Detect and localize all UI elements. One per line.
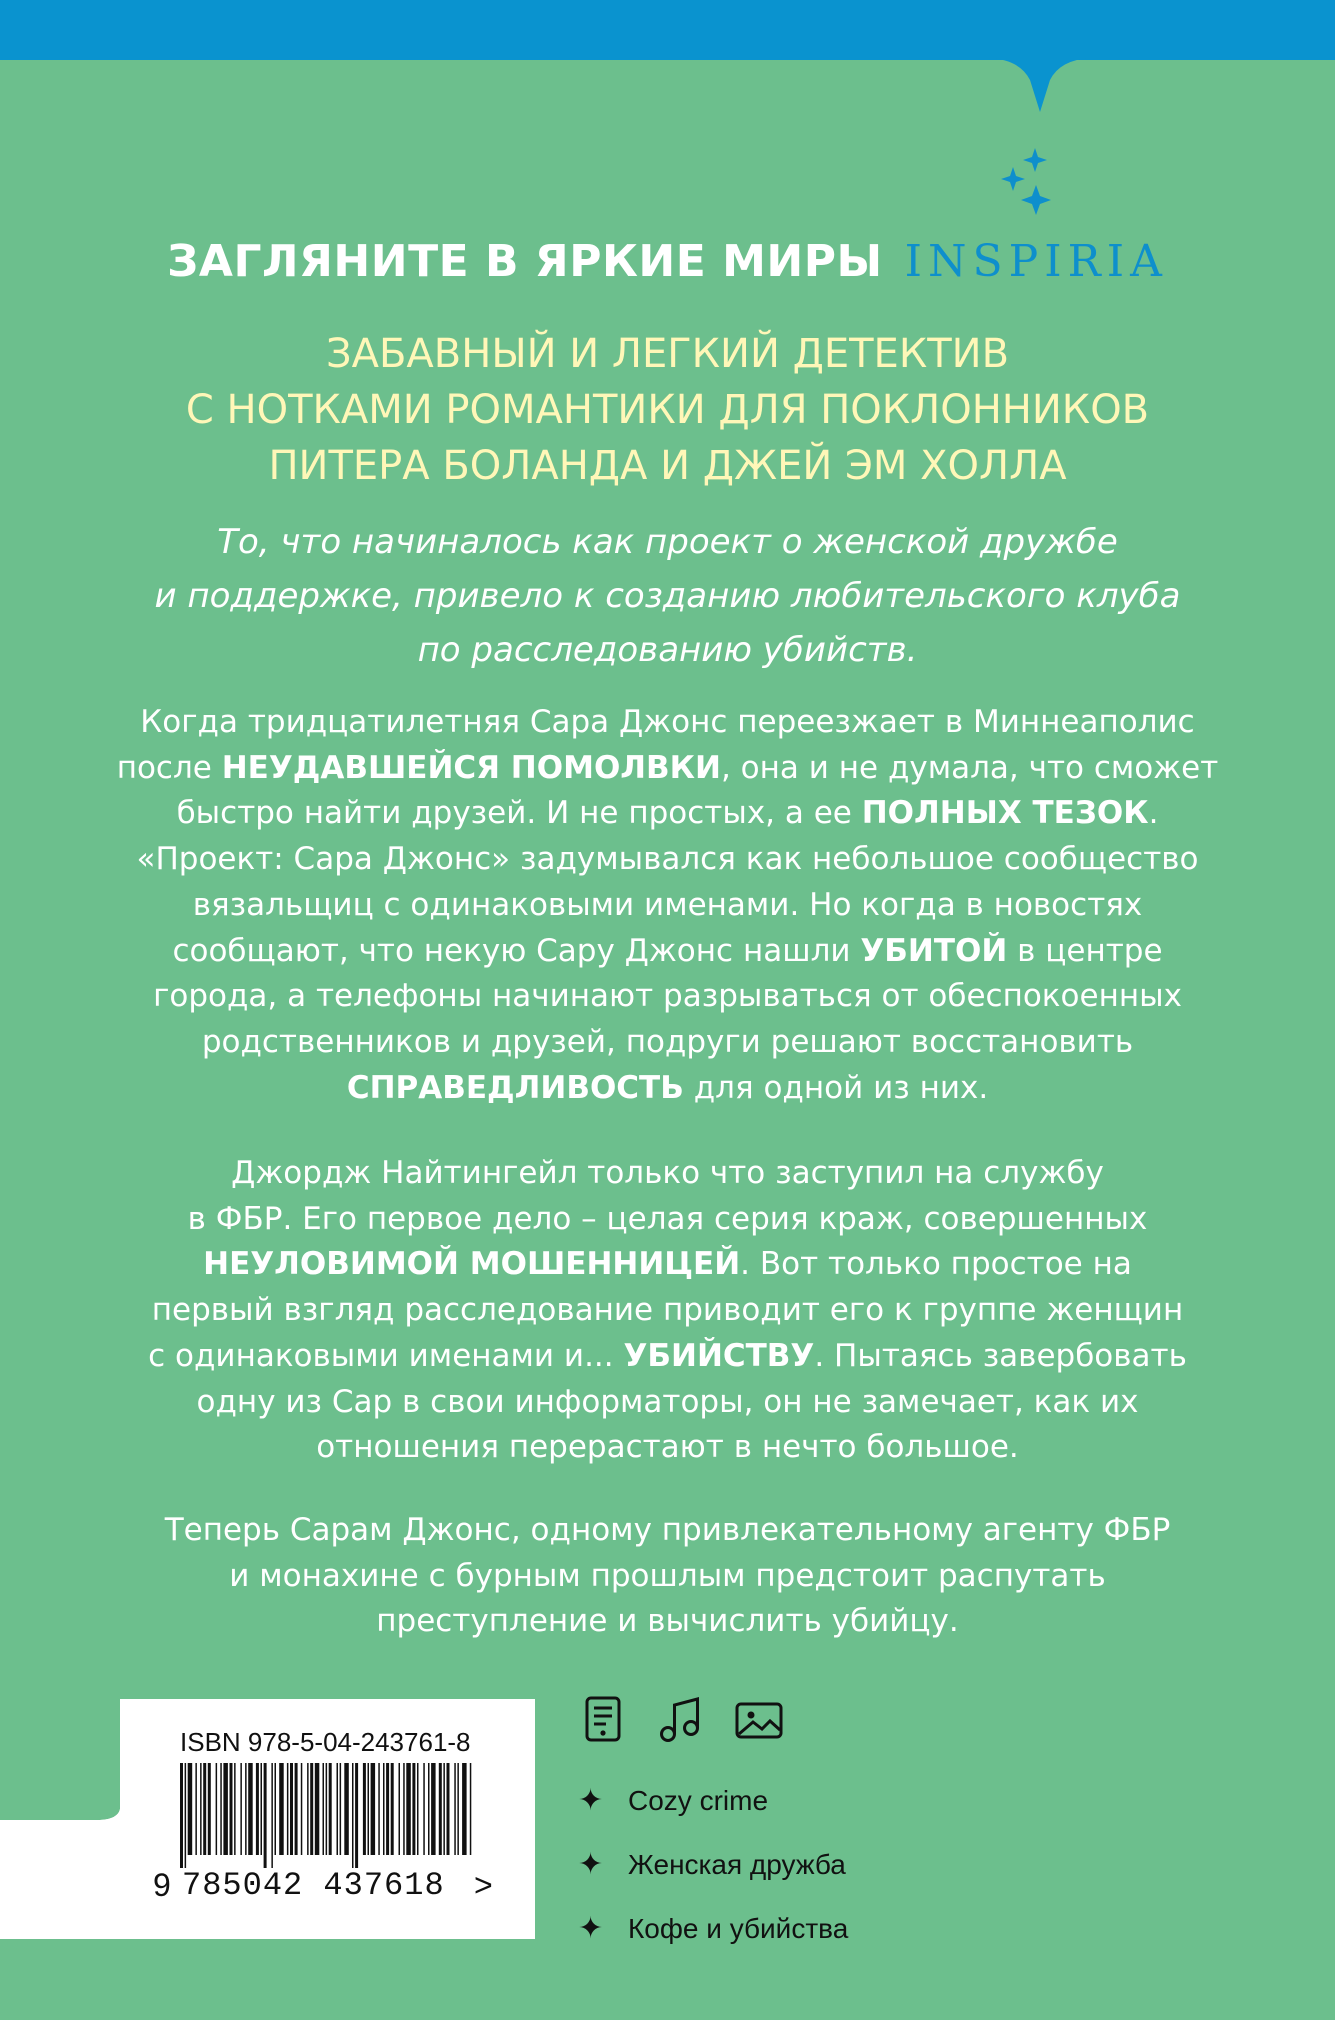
text-line [40,746,1295,792]
sparkle-bullet-icon: ✦ [578,1784,604,1817]
sparkles-icon [995,145,1065,225]
synopsis-paragraph-3 [40,1508,1295,1645]
barcode-stripe [200,1763,202,1855]
barcode-stripe [447,1763,450,1855]
barcode-stripe [368,1763,370,1855]
audiobook-music-icon [657,1695,703,1745]
text-line: первый взгляд расследование приводит его к группе женщин [151,1292,1184,1329]
text-line: Джордж Найтингейл только что заступил на службу [231,1155,1104,1191]
barcode-stripe [185,1763,187,1868]
barcode-stripe [412,1763,415,1855]
text-line: преступление и вычислить убийцу. [376,1603,959,1640]
barcode-stripe [454,1763,456,1855]
barcode-stripe [195,1763,197,1855]
text-line: вязальщиц с одинаковыми именами. Но когда в новостях [192,886,1143,923]
barcode-stripe [261,1763,263,1855]
barcode-stripe [378,1763,380,1855]
tagline-line: ПИТЕРА БОЛАНДА И ДЖЕЙ ЭМ ХОЛЛА [268,443,1067,489]
barcode-stripe [443,1763,445,1855]
barcode-panel-tab [0,1699,130,1939]
sparkle-bullet-icon: ✦ [578,1848,604,1881]
text-fragment: для одной из них. [683,1069,989,1106]
emphasis-text: ПОЛНЫХ ТЕЗОК [861,795,1149,832]
barcode-stripe [256,1763,259,1855]
barcode-stripe [329,1763,332,1855]
barcode-stripe [462,1763,467,1855]
barcode-stripe [245,1763,247,1855]
tagline-line: ЗАБАВНЫЙ И ЛЕГКИЙ ДЕТЕКТИВ [325,331,1010,377]
emphasis-text: СПРАВЕДЛИВОСТЬ [346,1069,684,1106]
brand-logo: INSPIRIA [904,236,1168,287]
barcode-stripe [301,1763,303,1855]
barcode-stripe [279,1763,284,1855]
barcode-stripe [383,1763,385,1855]
emphasis-text: УБИЙСТВУ [623,1337,815,1374]
barcode-stripe [423,1763,425,1855]
text-fragment: после [116,749,222,786]
barcode-stripe [431,1763,436,1855]
barcode-stripe [248,1763,253,1855]
barcode-stripe [352,1763,354,1868]
barcode-stripe [230,1763,233,1855]
barcode-stripe [406,1763,411,1855]
barcode-bars [178,1763,476,1868]
text-line [40,1334,1295,1380]
text-line: Теперь Сарам Джонс, одному привлекательному агенту ФБР [164,1512,1171,1548]
top-band-notch [0,0,1335,130]
barcode-stripe [340,1763,342,1855]
tagline-line: С НОТКАМИ РОМАНТИКИ ДЛЯ ПОКЛОННИКОВ [185,387,1150,433]
feature-item [578,1837,848,1901]
barcode-stripe [428,1763,430,1855]
barcode-stripe [307,1763,309,1855]
feature-label: Женская дружба [628,1849,846,1880]
text-line: родственников и друзей, подруги решают восстановить [201,1023,1134,1060]
text-line: отношения перерастают в нечто большое. [316,1429,1019,1466]
lead-line: То, что начиналось как проект о женской дружбе [217,522,1118,562]
barcode-stripe [220,1763,222,1855]
text-fragment: . Пытаясь завербовать [814,1337,1187,1374]
barcode-stripe [470,1763,472,1855]
sparkle-bullet-icon: ✦ [578,1912,604,1945]
barcode-stripe [223,1763,228,1855]
barcode-stripe [363,1763,366,1855]
text-line: Когда тридцатилетняя Сара Джонс переезжает в Миннеаполис [140,704,1195,740]
barcode-stripe [323,1763,325,1855]
barcode-stripe [371,1763,376,1855]
headline [0,236,1335,287]
text-fragment: . [1148,795,1159,832]
barcode-end-mark: > [474,1867,493,1903]
tagline [60,326,1275,494]
headline-text: ЗАГЛЯНИТЕ В ЯРКИЕ МИРЫ [167,236,883,287]
text-line: «Проект: Сара Джонс» задумывался как небольшое сообщество [136,841,1199,878]
barcode-stripe [403,1763,405,1855]
barcode-stripe [188,1763,193,1855]
text-line [40,1242,1295,1288]
barcode-stripe [203,1763,206,1855]
barcode-stripe [399,1763,401,1855]
text-line [40,1066,1295,1112]
text-line [40,929,1295,975]
text-fragment: с одинаковыми именами и... [148,1337,624,1374]
barcode-stripe [417,1763,419,1855]
barcode-stripe [234,1763,236,1855]
lead-line: и поддержке, привело к созданию любительского клуба [154,576,1181,616]
barcode-stripe [295,1763,298,1855]
barcode-stripe [315,1763,320,1855]
emphasis-text: НЕУДАВШЕЙСЯ ПОМОЛВКИ [221,749,721,786]
lead-paragraph [50,515,1285,677]
barcode-stripe [355,1763,358,1868]
text-fragment: быстро найти друзей. И не простых, а ее [176,795,862,832]
barcode-stripe [391,1763,394,1855]
text-line: и монахине с бурным прошлым предстоит распутать [229,1557,1106,1594]
text-line [40,791,1295,837]
barcode-stripe [216,1763,218,1855]
feature-label: Cozy crime [628,1785,769,1816]
barcode-stripe [290,1763,293,1855]
barcode-stripe [310,1763,313,1855]
barcode-stripe [287,1763,289,1855]
lead-line: по расследованию убийств. [417,630,918,670]
barcode-stripe [180,1763,183,1868]
feature-label: Кофе и убийства [628,1913,849,1944]
text-fragment: . Вот только простое на [740,1246,1132,1283]
barcode-digits: 785042 437618 [182,1867,445,1904]
text-fragment: в центре [1007,932,1163,969]
barcode-stripe [337,1763,339,1855]
barcode-stripe [439,1763,442,1855]
barcode-stripe [326,1763,328,1855]
barcode-stripe [208,1763,211,1855]
text-line: одну из Сар в свои информаторы, он не замечает, как их [196,1383,1139,1420]
synopsis-paragraph-2 [40,1151,1295,1471]
feature-list [578,1773,848,1965]
image-icon [734,1695,784,1745]
feature-item [578,1773,848,1837]
barcode-stripe [344,1763,349,1855]
text-line: в ФБР. Его первое дело – целая серия краж, совершенных [187,1200,1148,1237]
barcode-stripe [264,1763,267,1868]
isbn-number: ISBN 978-5-04-243761-8 [180,1727,471,1757]
ebook-icon [582,1695,626,1745]
barcode-stripe [457,1763,459,1855]
format-icons [582,1695,810,1745]
text-fragment: , она и не думала, что сможет [720,749,1219,786]
text-fragment: сообщают, что некую Сару Джонс нашли [172,932,861,969]
barcode-lead-digit: 9 [153,1867,171,1903]
feature-item [578,1901,848,1965]
barcode-stripe [275,1763,277,1855]
text-line: города, а телефоны начинают разрываться от обеспокоенных [153,978,1182,1015]
barcode-stripe [386,1763,389,1855]
barcode-stripe [240,1763,242,1855]
emphasis-text: УБИТОЙ [860,932,1008,969]
emphasis-text: НЕУЛОВИМОЙ МОШЕННИЦЕЙ [203,1246,741,1283]
barcode-stripe [271,1763,273,1868]
synopsis-paragraph-1 [40,700,1295,1111]
